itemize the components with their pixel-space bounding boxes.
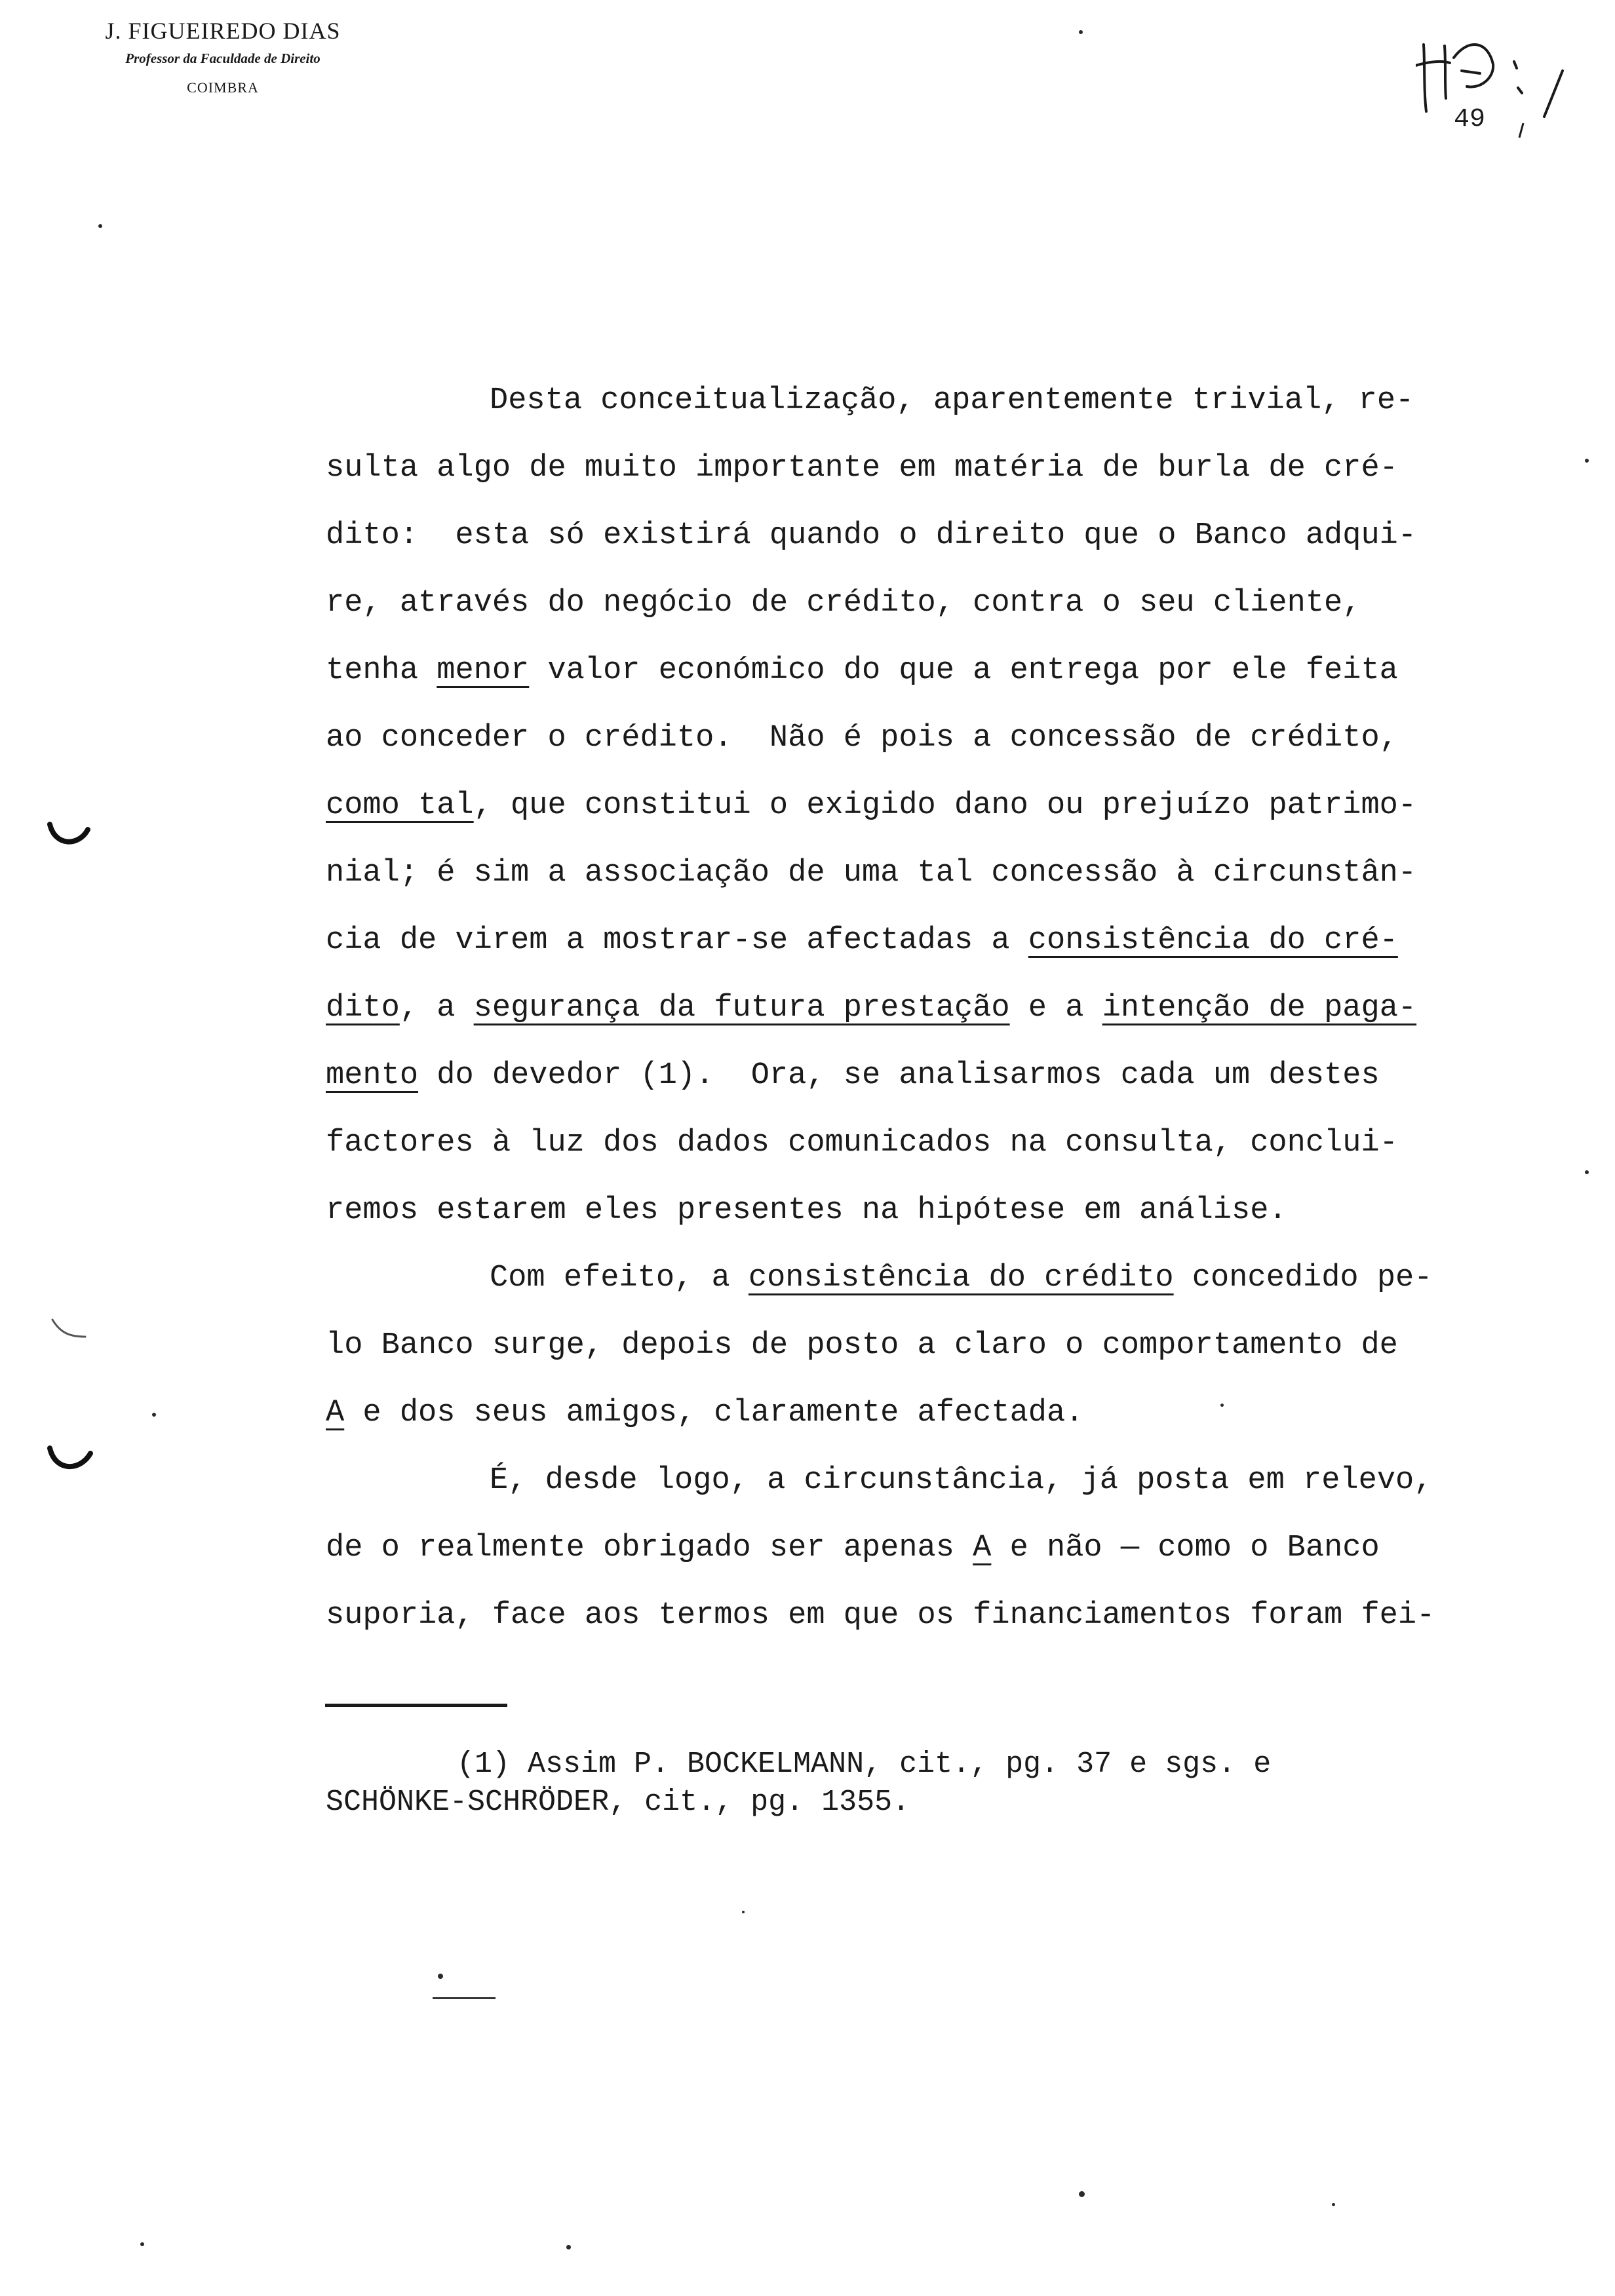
text-run: e a: [1009, 991, 1102, 1025]
paragraph-2-line-1: [326, 1244, 1545, 1312]
underlined-term: consistência do cré-: [1028, 923, 1398, 958]
footnote-line-1: (1) Assim P. BOCKELMANN, cit., pg. 37 e sgs. e: [457, 1748, 1272, 1781]
text-run: valor económico do que a entrega por ele feita: [529, 653, 1398, 688]
underlined-term: intenção de paga-: [1102, 991, 1417, 1025]
paragraph-1-line-2: [326, 434, 1545, 502]
paragraph-1-line-13: [326, 1177, 1545, 1244]
text-run: factores à luz dos dados comunicados na consulta, conclui-: [326, 1126, 1398, 1160]
footnote: [326, 1746, 1545, 1822]
handwritten-initials-icon: [1416, 25, 1573, 123]
text-run: , a: [399, 991, 474, 1025]
speck: [566, 2245, 571, 2249]
text-run: remos estarem eles presentes na hipótese em análise.: [326, 1193, 1287, 1228]
paragraph-1-line-11: [326, 1042, 1545, 1109]
speck: [1220, 1404, 1224, 1407]
page-number: 49: [1454, 105, 1486, 134]
text-run: sulta algo de muito importante em matéria de burla de cré-: [326, 451, 1398, 486]
speck: [742, 1911, 745, 1913]
paragraph-1-line-6: [326, 704, 1545, 772]
paragraph-2-line-2: [326, 1312, 1545, 1379]
underlined-term: segurança da futura prestação: [473, 991, 1010, 1025]
paragraph-1-line-3: [326, 502, 1545, 569]
text-run: nial; é sim a associação de uma tal concessão à circunstân-: [326, 856, 1417, 890]
paragraph-1-line-5: [326, 637, 1545, 704]
author-role: Professor da Faculdade de Direito: [125, 50, 321, 66]
stray-mark-icon: [1515, 121, 1528, 140]
underlined-term: A: [326, 1396, 345, 1430]
letterhead: [39, 14, 406, 106]
margin-punch-mark-icon: [46, 1444, 94, 1474]
speck: [152, 1413, 156, 1417]
speck: [1585, 459, 1589, 463]
paragraph-1-line-9: [326, 907, 1545, 974]
paragraph-1-line-7: [326, 772, 1545, 839]
text-run: e não — como o Banco: [991, 1531, 1380, 1565]
paragraph-1-line-1: [326, 367, 1545, 434]
text-run: suporia, face aos termos em que os financiamentos foram fei-: [326, 1598, 1435, 1633]
stray-dot: [438, 1974, 443, 1979]
text-run: ao conceder o crédito. Não é pois a concessão de crédito,: [326, 721, 1398, 756]
text-run: Com efeito, a: [490, 1261, 749, 1295]
footnote-rule: [325, 1704, 507, 1707]
text-run: e dos seus amigos, claramente afectada.: [344, 1396, 1084, 1430]
text-run: cia de virem a mostrar-se afectadas a: [326, 923, 1028, 958]
text-run: , que constitui o exigido dano ou prejuízo patrimo-: [473, 788, 1417, 823]
paragraph-1-line-10: [326, 974, 1545, 1042]
paragraph-2-line-3: [326, 1379, 1545, 1447]
speck: [1585, 1170, 1589, 1174]
text-run: Desta conceitualização, aparentemente trivial, re-: [490, 383, 1414, 418]
margin-punch-mark-icon: [46, 820, 92, 849]
speck: [98, 224, 102, 228]
paragraph-1-line-4: [326, 569, 1545, 637]
underlined-term: consistência do crédito: [748, 1261, 1174, 1295]
underlined-term: mento: [326, 1058, 419, 1093]
author-city: COIMBRA: [187, 79, 259, 96]
speck: [1079, 2191, 1085, 2197]
paragraph-1-line-12: [326, 1109, 1545, 1177]
text-run: concedido pe-: [1173, 1261, 1433, 1295]
author-name: J. FIGUEIREDO DIAS: [105, 18, 341, 44]
paragraph-1-line-8: [326, 839, 1545, 907]
text-run: de o realmente obrigado ser apenas: [326, 1531, 973, 1565]
text-run: tenha: [326, 653, 437, 688]
speck: [1079, 30, 1083, 34]
speck: [140, 2242, 144, 2246]
body-text: [326, 367, 1545, 1649]
speck: [1332, 2203, 1335, 2206]
footnote-line-2: SCHÖNKE-SCHRÖDER, cit., pg. 1355.: [326, 1786, 910, 1819]
text-run: É, desde logo, a circunstância, já posta em relevo,: [490, 1463, 1433, 1498]
text-run: re, através do negócio de crédito, contra o seu cliente,: [326, 586, 1361, 621]
text-run: lo Banco surge, depois de posto a claro o comportamento de: [326, 1328, 1398, 1363]
underlined-term: dito: [326, 991, 400, 1025]
paragraph-3-line-2: [326, 1514, 1545, 1582]
paragraph-3-line-1: [326, 1447, 1545, 1514]
underlined-term: A: [973, 1531, 992, 1565]
underlined-term: menor: [437, 653, 530, 688]
stray-rule: [433, 1997, 496, 1999]
text-run: do devedor (1). Ora, se analisarmos cada um destes: [418, 1058, 1380, 1093]
underlined-term: como tal: [326, 788, 474, 823]
paragraph-3-line-3: [326, 1582, 1545, 1649]
margin-faint-mark-icon: [50, 1316, 89, 1342]
text-run: dito: esta só existirá quando o direito que o Banco adqui-: [326, 518, 1417, 553]
